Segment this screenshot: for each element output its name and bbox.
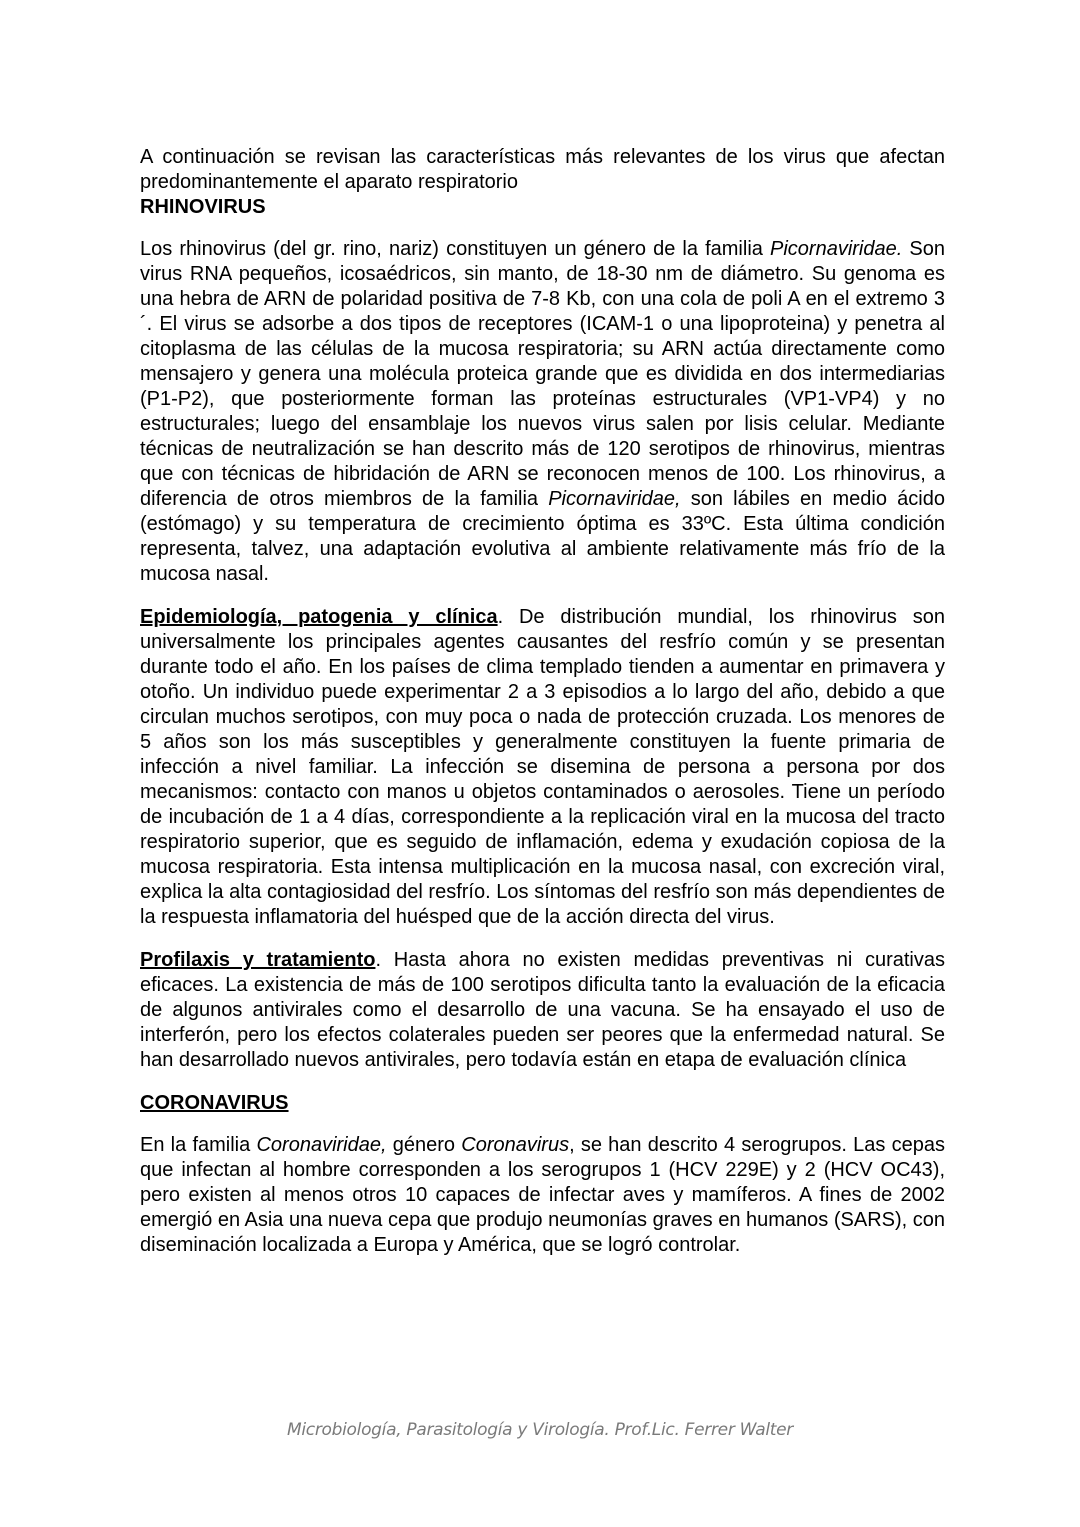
text-span: . De distribución mundial, los rhinovirus son universalmente los principales agentes causantes del resfrío común y se presentan durante todo el año. En los países de clima templado tienden a aumentar en primavera y otoño. Un individuo puede experimentar 2 a 3 episodios a lo largo del año, debido a que circulan muchos serotipos, con muy poca o nada de protección cruzada. Los menores de 5 años son los más susceptibles y generalmente constituyen la fuente primaria de infección a nivel familiar. La infección se disemina de persona a persona por dos mecanismos: contacto con manos u objetos contaminados o aerosoles. Tiene un período de incubación de 1 a 4 días, correspondiente a la replicación viral en la mucosa del tracto respiratorio superior, que es seguido de inflamación, edema y exudación copiosa de la mucosa respiratoria. Esta intensa multiplicación en la mucosa nasal, con excreción viral, explica la alta contagiosidad del resfrío. Los síntomas del resfrío son más dependientes de la respuesta inflamatoria del huésped que de la acción directa del virus.: [140, 606, 945, 928]
genus-name-italic: Coronavirus: [461, 1134, 570, 1156]
text-span: , se han descrito 4 serogrupos. Las cepas que infectan al hombre corresponden a los serogrupos 1 (HCV 229E) y 2 (HCV OC43), pero existen al menos otros 10 capaces de infectar aves y mamíferos. A fines de 2002 emergió en Asia una nueva cepa que produjo neumonías graves en humanos (SARS), con diseminación localizada a Europa y América, que se logró controlar.: [140, 1134, 945, 1256]
page-footer: Microbiología, Parasitología y Virología. Prof.Lic. Ferrer Walter: [287, 1420, 793, 1440]
intro-paragraph: A continuación se revisan las características más relevantes de los virus que afectan predominantemente el aparato respiratorio: [140, 146, 945, 193]
text-span: Los rhinovirus (del gr. rino, nariz) constituyen un género de la familia: [140, 238, 770, 260]
epidemiology-paragraph: [140, 605, 945, 930]
text-span: son lábiles en medio ácido (estómago) y su temperatura de crecimiento óptima es 33ºC. Esta última condición representa, talvez, una adaptación evolutiva al ambiente relativamente más frío de la mucosa nasal.: [140, 488, 945, 585]
text-span: Son virus RNA pequeños, icosaédricos, sin manto, de 18-30 nm de diámetro. Su genoma es una hebra de ARN de polaridad positiva de 7-8 Kb, con una cola de poli A en el extremo 3´. El virus se adsorbe a dos tipos de receptores (ICAM-1 o una lipoproteina) y penetra al citoplasma de las células de la mucosa respiratoria; su ARN actúa directamente como mensajero y genera una molécula proteica grande que es dividida en dos intermediarias (P1-P2), que posteriormente forman las proteínas estructurales (VP1-VP4) y no estructurales; luego del ensamblaje los nuevos virus salen por lisis celular. Mediante técnicas de neutralización se han descrito más de 120 serotipos de rhinovirus, mientras que con técnicas de hibridación de ARN se reconocen menos de 100. Los rhinovirus, a diferencia de otros miembros de la familia: [140, 238, 945, 510]
family-name-italic: Picornaviridae,: [548, 488, 681, 510]
text-span: género: [386, 1134, 462, 1156]
family-name-italic: Picornaviridae.: [770, 238, 903, 260]
prophylaxis-paragraph: [140, 948, 945, 1073]
coronavirus-heading: CORONAVIRUS: [140, 1092, 289, 1114]
rhinovirus-description-paragraph: [140, 237, 945, 587]
document-body: [140, 145, 945, 1258]
text-span: En la familia: [140, 1134, 257, 1156]
family-name-italic: Coronaviridae,: [256, 1134, 387, 1156]
text-span: . Hasta ahora no existen medidas preventivas ni curativas eficaces. La existencia de más de 100 serotipos dificulta tanto la evaluación de la eficacia de algunos antivirales como el desarrollo de una vacuna. Se ha ensayado el uso de interferón, pero los efectos colaterales pueden ser peores que la enfermedad natural. Se han desarrollado nuevos antivirales, pero todavía están en etapa de evaluación clínica: [140, 949, 945, 1071]
rhinovirus-heading: RHINOVIRUS: [140, 196, 266, 218]
coronavirus-paragraph: [140, 1133, 945, 1258]
epidemiology-subtitle: Epidemiología, patogenia y clínica: [140, 606, 498, 628]
prophylaxis-subtitle: Profilaxis y tratamiento: [140, 949, 376, 971]
